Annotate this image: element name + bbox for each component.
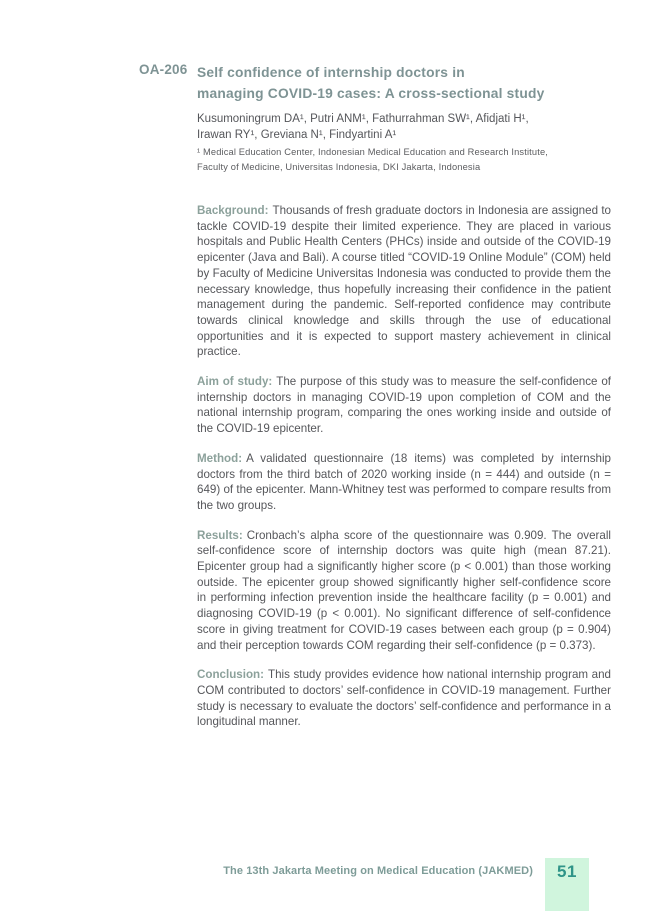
affiliation-line-1: ¹ Medical Education Center, Indonesian Medical Education and Research Institute, bbox=[197, 147, 549, 157]
affiliation-line-2: Faculty of Medicine, Universitas Indonesia, DKI Jakarta, Indonesia bbox=[197, 162, 481, 172]
conference-name: The 13th Jakarta Meeting on Medical Education (JAKMED) bbox=[223, 865, 533, 877]
section-conclusion bbox=[197, 667, 611, 730]
abstract-id: OA-206 bbox=[139, 62, 188, 77]
abstract-title-line-1: Self confidence of internship doctors in bbox=[197, 65, 465, 80]
page-number-badge bbox=[545, 858, 589, 911]
section-conclusion-label: Conclusion: bbox=[197, 668, 264, 682]
page-footer bbox=[223, 858, 589, 911]
section-aim-of-study-label: Aim of study: bbox=[197, 375, 273, 389]
section-method-label: Method: bbox=[197, 451, 243, 465]
section-conclusion-text: This study provides evidence how national internship program and COM contributed to doctors’ self-confidence in COVID-19 management. Further study is necessary to evaluate the doctors’ self-confidence and performance in a longitudinal manner. bbox=[197, 668, 611, 729]
authors-line-2: Irawan RY¹, Greviana N¹, Findyartini A¹ bbox=[197, 129, 397, 141]
section-background-text: Thousands of fresh graduate doctors in Indonesia are assigned to tackle COVID-19 despite their limited experience. They are placed in various hospitals and Public Health Centers (PHCs) inside and outside of the COVID-19 epicenter (Java and Bali). A course titled “COVID-19 Online Module” (COM) held by Faculty of Medicine Universitas Indonesia was conducted to provide them the necessary knowledge, thus hopefully increasing their confidence in the patient management during the pandemic. Self-reported confidence may contribute towards clinical knowledge and skills through the use of educational opportunities and it is expected to support mastery achievement in clinical practice. bbox=[197, 204, 611, 359]
section-method bbox=[197, 451, 611, 514]
section-method-text: A validated questionnaire (18 items) was completed by internship doctors from the third batch of 2020 working inside (n = 444) and outside (n = 649) of the epicenter. Mann-Whitney test was performed to compare results from the two groups. bbox=[197, 451, 611, 512]
section-background bbox=[197, 203, 611, 360]
section-results-text: Cronbach’s alpha score of the questionnaire was 0.909. The overall self-confidence score of internship doctors was quite high (mean 87.21). Epicenter group had a significantly higher score (p < 0.001) than those working outside. The epicenter group showed significantly higher self-confidence score in performing infection prevention inside the healthcare facility (p = 0.001) and diagnosing COVID-19 (p < 0.001). No significant difference of self-confidence score in giving treatment for COVID-19 cases between each group (p = 0.904) and their perception towards COM regarding their self-confidence (p = 0.373). bbox=[197, 528, 611, 652]
authors-line bbox=[197, 111, 617, 143]
section-results bbox=[197, 528, 611, 654]
section-results-label: Results: bbox=[197, 528, 243, 542]
abstract-title bbox=[197, 62, 544, 104]
abstract-header bbox=[139, 62, 544, 104]
page-number: 51 bbox=[557, 862, 577, 881]
affiliation-line bbox=[197, 145, 617, 175]
abstract-body bbox=[197, 203, 611, 744]
abstract-title-line-2: managing COVID-19 cases: A cross-sectional study bbox=[197, 86, 545, 101]
section-aim-of-study bbox=[197, 374, 611, 437]
section-aim-of-study-text: The purpose of this study was to measure the self-confidence of internship doctors in managing COVID-19 upon completion of COM and the national internship program, comparing the ones working inside and outside of the COVID-19 epicenter. bbox=[197, 375, 611, 436]
section-background-label: Background: bbox=[197, 204, 269, 217]
authors-line-1: Kusumoningrum DA¹, Putri ANM¹, Fathurrahman SW¹, Afidjati H¹, bbox=[197, 113, 529, 125]
